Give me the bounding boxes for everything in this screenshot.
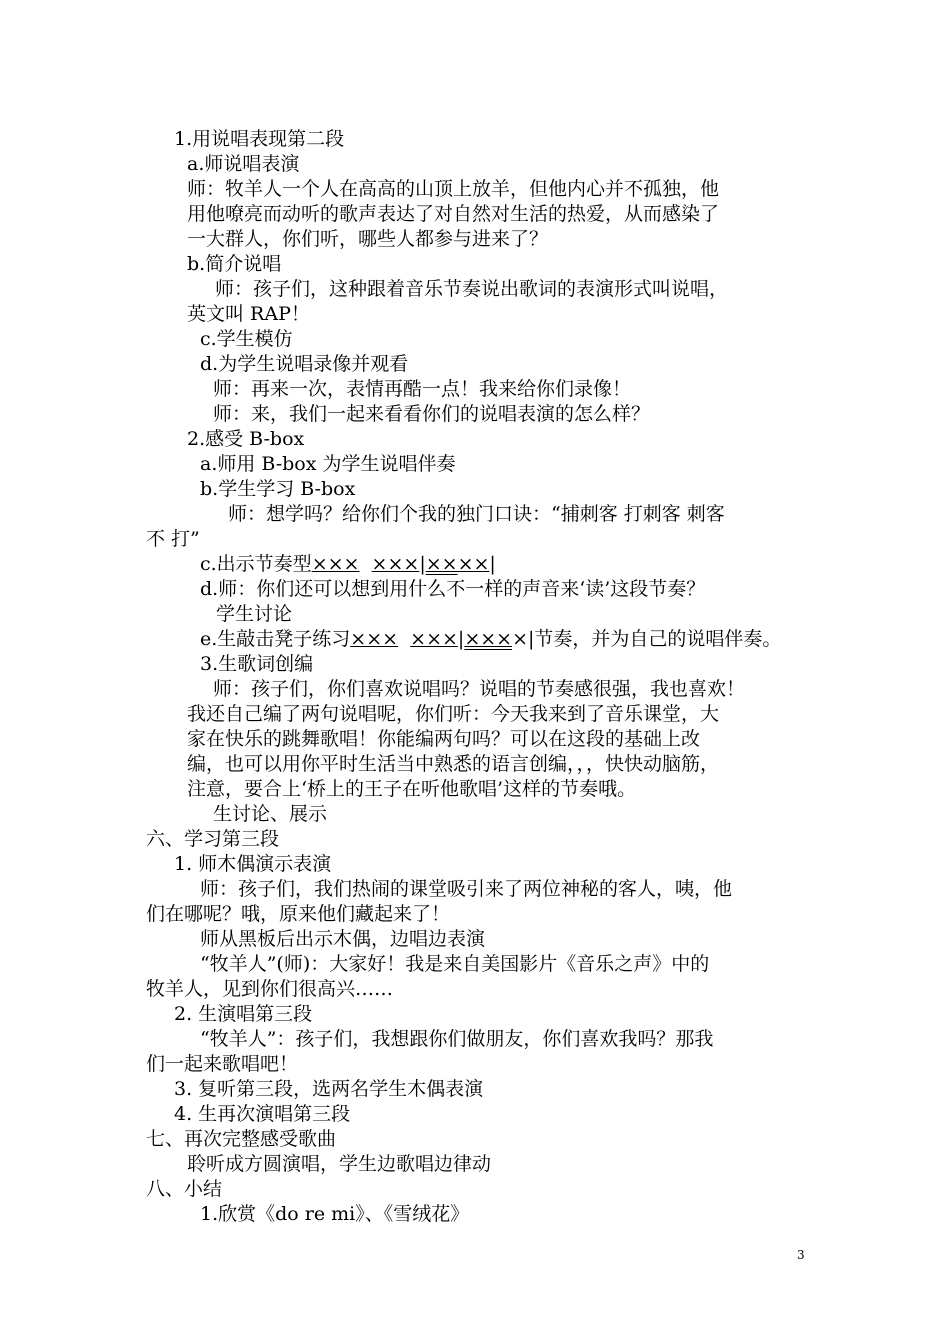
text-line: 师：来，我们一起来看看你们的说唱表演的怎么样？: [213, 403, 651, 425]
text-line: 生讨论、展示: [213, 803, 328, 825]
barline: |: [489, 553, 496, 575]
text-line: 一大群人，你们听，哪些人都参与进来了？: [187, 228, 549, 250]
text-line: 3. 复听第三段，选两名学生木偶表演: [174, 1078, 484, 1100]
rhythm-group: ×××: [464, 628, 513, 650]
text-line: 师从黑板后出示木偶，边唱边表演: [200, 928, 486, 950]
text-line: a.师用 B-box 为学生说唱伴奏: [200, 453, 456, 475]
text-line: 注意，要合上‘桥上的王子在听他歌唱’这样的节奏哦。: [187, 778, 637, 800]
rhythm-group: ×××: [350, 628, 399, 650]
page-number: 3: [797, 1248, 805, 1262]
text-line: 1. 师木偶演示表演: [174, 853, 332, 875]
text-line: 编，也可以用你平时生活当中熟悉的语言创编，，，快快动脑筋，: [187, 753, 720, 775]
rhythm-group: ××: [457, 553, 490, 575]
text-line: 师：孩子们，我们热闹的课堂吸引来了两位神秘的客人，咦，他: [200, 878, 733, 900]
text-line: b.学生学习 B-box: [200, 478, 356, 500]
rhythm-group: ×: [512, 628, 529, 650]
text-line: 4. 生再次演唱第三段: [174, 1103, 351, 1125]
text-line: d.师：你们还可以想到用什么不一样的声音来‘读’这段节奏？: [200, 578, 706, 600]
text-line: 我还自己编了两句说唱呢，你们听：今天我来到了音乐课堂，大: [187, 703, 720, 725]
text-line: “牧羊人”：孩子们，我想跟你们做朋友，你们喜欢我吗？那我: [200, 1028, 714, 1050]
text-line: 3.生歌词创编: [200, 653, 314, 675]
section-heading: 七、再次完整感受歌曲: [146, 1128, 337, 1150]
text-line: c.学生模仿: [200, 328, 293, 350]
text-segment: e.生敲击凳子练习: [200, 628, 351, 650]
text-line: 用他嘹亮而动听的歌声表达了对自然对生活的热爱，从而感染了: [187, 203, 720, 225]
text-line: 牧羊人，见到你们很高兴……: [146, 978, 394, 1000]
rhythm-line-c: [200, 552, 496, 577]
text-line: 2. 生演唱第三段: [174, 1003, 313, 1025]
text-line: 师：牧羊人一个人在高高的山顶上放羊，但他内心并不孤独，他: [187, 178, 720, 200]
section-heading: 八、小结: [146, 1178, 223, 1200]
text-line: 们一起来歌唱吧！: [146, 1053, 299, 1075]
text-line: 学生讨论: [216, 603, 293, 625]
text-line: 师：再来一次，表情再酷一点！我来给你们录像！: [213, 378, 632, 400]
text-line: 英文叫 RAP！: [187, 303, 310, 325]
text-segment: c.出示节奏型: [200, 553, 312, 575]
rhythm-group: ×××: [311, 553, 360, 575]
text-line: 家在快乐的跳舞歌唱！你能编两句吗？可以在这段的基础上改: [187, 728, 701, 750]
text-line: 不 打”: [146, 528, 200, 550]
rhythm-line-e: [200, 627, 781, 652]
barline: |: [528, 628, 535, 650]
rhythm-group: ××: [425, 553, 458, 575]
barline: |: [457, 628, 465, 650]
rhythm-group: ×××: [371, 553, 420, 575]
text-segment: 节奏，并为自己的说唱伴奏。: [534, 628, 782, 650]
text-line: b.简介说唱: [187, 253, 282, 275]
text-line: d.为学生说唱录像并观看: [200, 353, 409, 375]
text-line: “牧羊人”(师)：大家好！我是来自美国影片《音乐之声》中的: [200, 953, 710, 975]
text-line: 师：想学吗？给你们个我的独门口诀：“捕刺客 打刺客 刺客: [228, 503, 725, 525]
barline: |: [419, 553, 426, 575]
text-line: 1.用说唱表现第二段: [174, 128, 345, 150]
text-line: 1.欣赏《do re mi》、《雪绒花》: [200, 1203, 470, 1225]
rhythm-group: ×××: [410, 628, 458, 650]
text-line: 们在哪呢？哦，原来他们藏起来了！: [146, 903, 451, 925]
text-line: 聆听成方圆演唱，学生边歌唱边律动: [187, 1153, 492, 1175]
text-line: 2.感受 B-box: [187, 428, 305, 450]
text-line: a.师说唱表演: [187, 153, 300, 175]
text-line: 师：孩子们，你们喜欢说唱吗？说唱的节奏感很强，我也喜欢！: [213, 678, 746, 700]
section-heading: 六、学习第三段: [146, 828, 280, 850]
text-line: 师：孩子们，这种跟着音乐节奏说出歌词的表演形式叫说唱，: [215, 278, 729, 300]
